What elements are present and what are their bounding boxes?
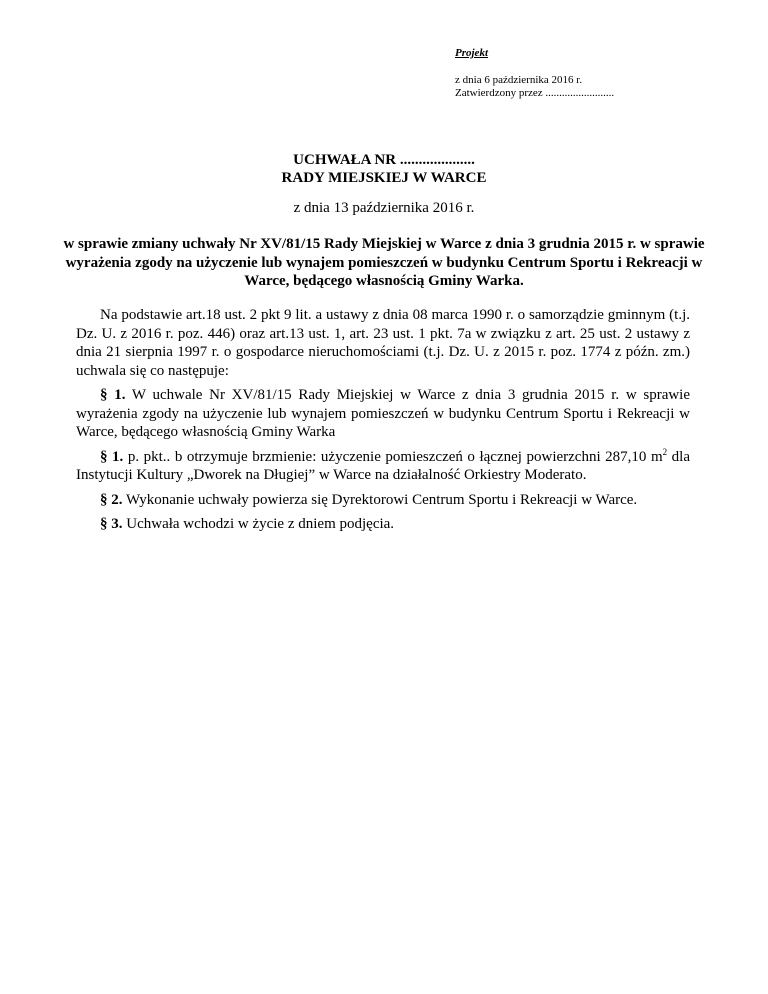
- paragraph-text: Uchwała wchodzi w życie z dniem podjęcia.: [126, 516, 395, 532]
- resolution-date: z dnia 13 października 2016 r.: [293, 200, 475, 216]
- paragraph-3: [76, 515, 690, 534]
- header-date: z dnia 6 października 2016 r.: [455, 74, 583, 86]
- resolution-body: [76, 306, 690, 540]
- paragraph-text: W uchwale Nr XV/81/15 Rady Miejskiej w Warce z dnia 3 grudnia 2015 r. w sprawie wyrażenia zgody na użyczenie lub wynajem pomieszczeń w budynku Centrum Sportu i Rekreacji w Warce, będącego własnością Gminy Warka: [76, 387, 691, 440]
- legal-basis-paragraph: Na podstawie art.18 ust. 2 pkt 9 lit. a ustawy z dnia 08 marca 1990 r. o samorządzie gminnym (t.j. Dz. U. z 2016 r. poz. 446) oraz art.13 ust. 1, art. 23 ust. 1 pkt. 7a w związku z art. 25 ust. 2 ustawy z dnia 21 sierpnia 1997 r. o gospodarce nieruchomościami (t.j. Dz. U. z 2015 r. poz. 1774 z późn. zm.) uchwala się co następuje:: [76, 307, 690, 379]
- paragraph-text-after: dla Instytucji Kultury „Dworek na Długiej” w Warce na działalność Orkiestry Moderato.: [76, 448, 691, 483]
- paragraph-number: § 1.: [100, 387, 126, 403]
- approved-by-line: Zatwierdzony przez .........................: [455, 87, 615, 99]
- title-line-2: RADY MIEJSKIEJ W WARCE: [281, 170, 487, 186]
- paragraph-number: § 3.: [100, 516, 123, 532]
- paragraph-number: § 1.: [100, 448, 124, 465]
- paragraph-text-before: p. pkt.. b otrzymuje brzmienie: użyczenie pomieszczeń o łącznej powierzchni 287,10 m: [127, 448, 663, 465]
- title-line-1: UCHWAŁA NR ....................: [293, 152, 475, 168]
- paragraph-1-amendment: [76, 448, 690, 485]
- projekt-label: Projekt: [455, 47, 488, 59]
- paragraph-number: § 2.: [100, 491, 123, 508]
- header-block: [455, 47, 614, 100]
- paragraph-2: [76, 491, 690, 510]
- resolution-title: [0, 151, 768, 187]
- superscript: 2: [662, 446, 668, 457]
- paragraph-text: Wykonanie uchwały powierza się Dyrektorowi Centrum Sportu i Rekreacji w Warce.: [125, 491, 638, 508]
- paragraph-1: [76, 386, 690, 442]
- resolution-subject: w sprawie zmiany uchwały Nr XV/81/15 Rady Miejskiej w Warce z dnia 3 grudnia 2015 r. w sprawie wyrażenia zgody na użyczenie lub wynajem pomieszczeń w budynku Centrum Sportu i Rekreacji w Warce, będącego własnością Gminy Warka.: [63, 236, 705, 289]
